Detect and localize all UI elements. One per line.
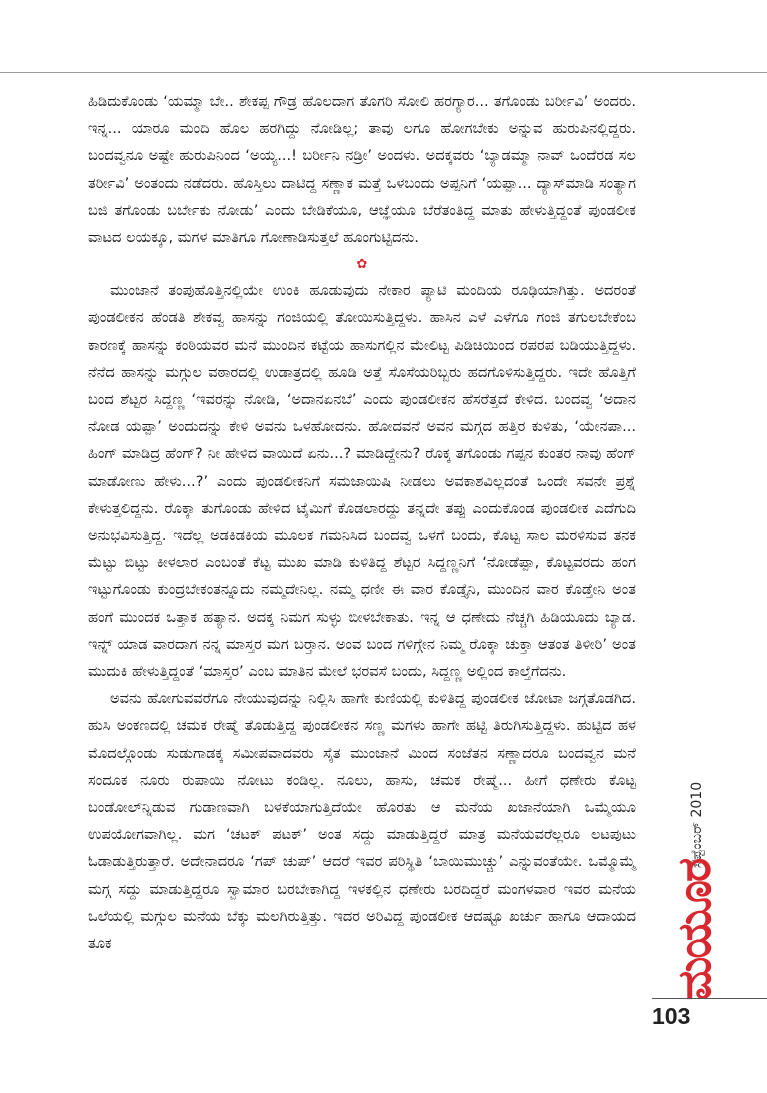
page-number: 103: [652, 1003, 691, 1029]
section-break-ornament: ✿: [356, 257, 368, 273]
paragraph-1: ಹಿಡಿದುಕೊಂಡು ‘ಯಮ್ಮಾ ಬೇ.. ಶೇಕಪ್ಪ ಗೌಡ್ರ ಹೊಲದಾಗ ತೊಗರಿ ಸೋಲಿ ಹರಗ್ಯಾರ... ತಗೊಂಡು ಬರ್ರೀವಿ’ ಅಂದರು. ಇನ್ನ... ಯಾರೂ ಮಂದಿ ಹೊಲ ಹರಗಿದ್ದು ನೋಡಿಲ್ಲ; ತಾವು ಲಗೂ ಹೋಗಬೇಕು ಅನ್ನುವ ಹುರುಪಿನಲ್ಲಿದ್ದರು. ಬಂದವ್ವನೂ ಅಷ್ಟೇ ಹುರುಪಿನಿಂದ ‘ಅಯ್ಯ...! ಬರ್ರೀನಿ ನಡ್ರೀ’ ಅಂದಳು. ಅದಕ್ಕವರು ‘ಬ್ಯಾಡಮ್ಮಾ ನಾವ್ ಒಂದೆರಡ ಸಲ ತರ್ರೀವಿ’ ಅಂತಂದು ನಡೆದರು. ಹೊಸ್ತಿಲು ದಾಟಿದ್ದ ಸಣ್ಣಾಕ ಮತ್ತೆ ಒಳಬಂದು ಅಪ್ಪನಿಗೆ ‘ಯಪ್ಪಾ... ದ್ಯಾಸ್‌ಮಾಡಿ ಸಂತ್ಯಾಗ ಬಜಿ ತಗೊಂಡು ಬರ್ಬೇಕು ನೋಡು’ ಎಂದು ಬೇಡಿಕೆಯೂ, ಆಜ್ಞೆಯೂ ಬೆರೆತಂತಿದ್ದ ಮಾತು ಹೇಳುತ್ತಿದ್ದಂತೆ ಪುಂಡಲೀಕ ವಾಟದ ಲಯಕ್ಕೂ, ಮಗಳ ಮಾತಿಗೂ ಗೋಣಾಡಿಸುತ್ತಲೆ ಹೂಂಗುಟ್ಟಿದನು.: [88, 93, 636, 247]
issue-date: ಸೆಪ್ಟೆಂಬರ್ 2010: [689, 781, 705, 869]
magazine-name: ಮಯೂರ: [667, 859, 721, 1001]
header-rule: [0, 72, 767, 73]
footer-rule: [652, 998, 767, 999]
paragraph-3: ಅವನು ಹೋಗುವವರೆಗೂ ನೇಯುವುದನ್ನು ನಿಲ್ಲಿಸಿ ಹಾಗೇ ಕುಣಿಯಲ್ಲಿ ಕುಳಿತಿದ್ದ ಪುಂಡಲೀಕ ಜೋಟಾ ಜಗ್ಗತೊಡಗಿದ. ಹುಸಿ ಅಂಕಣದಲ್ಲಿ ಚಮಕ ರೇಷ್ಮೆ ತೊಡುತ್ತಿದ್ದ ಪುಂಡಲೀಕನ ಸಣ್ಣ ಮಗಳು ಹಾಗೇ ಹಟ್ಟಿ ತಿರುಗಿಸುತ್ತಿದ್ದಳು. ಹುಟ್ಟಿದ ಹಳ ಮೊದಲ್ಗೊಂಡು ಸುಡುಗಾಡಕ್ಕ ಸಮೀಪವಾದವರು ಸೈತ ಮುಂಜಾನೆ ಮಿಂದ ಸಂಜೆತನ ಸಣ್ಣಾದರೂ ಬಂದವ್ವನ ಮನೆ ಸಂದೂಕ ನೂರು ರುಪಾಯಿ ನೋಟು ಕಂಡಿಲ್ಲ. ನೂಲು, ಹಾಸು, ಚಮಕ ರೇಷ್ಮೆ... ಹೀಗೆ ಧಣೇರು ಕೊಟ್ಟ ಬಂಡೋಲ್‌ನ್ನಿಡುವ ಗುಡಾಣವಾಗಿ ಬಳಕೆಯಾಗುತ್ತಿದೆಯೇ ಹೊರತು ಆ ಮನೆಯ ಖಜಾನೆಯಾಗಿ ಒಮ್ಮೆಯೂ ಉಪಯೋಗವಾಗಿಲ್ಲ. ಮಗ ‘ಚಟಕ್ ಪಟಕ್’ ಅಂತ ಸದ್ದು ಮಾಡುತ್ತಿದ್ದರೆ ಮಾತ್ರ ಮನೆಯವರೆಲ್ಲರೂ ಲಟಪುಟು ಓಡಾಡುತ್ತಿರುತ್ತಾರೆ. ಅದೇನಾದರೂ ‘ಗಪ್ ಚುಪ್’ ಆದರೆ ಇವರ ಪರಿಸ್ಥಿತಿ ‘ಬಾಯಿಮುಚ್ಚು’ ಎನ್ನುವಂತೆಯೇ. ಒಮ್ಮೊಮ್ಮೆ ಮಗ್ಗ ಸದ್ದು ಮಾಡುತ್ತಿದ್ದರೂ ಸ್ವಾಮಾರ ಬರಬೇಕಾಗಿದ್ದ ಇಳಕಲ್ಲಿನ ಧಣೇರು ಬರದಿದ್ದರೆ ಮಂಗಳವಾರ ಇವರ ಮನೆಯ ಒಲೆಯಲ್ಲಿ ಮಗ್ಗುಲ ಮನೆಯ ಬೆಕ್ಕು ಮಲಗಿರುತ್ತಿತ್ತು. ಇದರ ಅರಿವಿದ್ದ ಪುಂಡಲೀಕ ಆದಷ್ಟೂ ಖರ್ಚು ಹಾಗೂ ಆದಾಯದ ತೂಕ: [88, 690, 636, 953]
paragraph-2: ಮುಂಜಾನೆ ತಂಪುಹೊತ್ತಿನಲ್ಲಿಯೇ ಉಂಕಿ ಹೂಡುವುದು ನೇಕಾರ ಪ್ಯಾಟಿ ಮಂದಿಯ ರೂಢಿಯಾಗಿತ್ತು. ಅದರಂತೆ ಪುಂಡಲೀಕನ ಹೆಂಡತಿ ಶೇಕವ್ವ ಹಾಸನ್ನು ಗಂಜಿಯಲ್ಲಿ ತೋಯಿಸುತ್ತಿದ್ದಳು. ಹಾಸಿನ ಎಳೆ ಎಳೆಗೂ ಗಂಜಿ ತಗುಲಬೇಕೆಂಬ ಕಾರಣಕ್ಕೆ ಹಾಸನ್ನು ಕಂಠಿಯವರ ಮನೆ ಮುಂದಿನ ಕಟ್ಟೆಯ ಹಾಸುಗಲ್ಲಿನ ಮೇಲಿಟ್ಟ ಪಿಡಿಚಿಯಿಂದ ರಪರಪ ಬಡಿಯುತ್ತಿದ್ದಳು. ನೆನೆದ ಹಾಸನ್ನು ಮಗ್ಗುಲ ವಠಾರದಲ್ಲಿ ಉಡಾತ್ರದಲ್ಲಿ ಹೂಡಿ ಅತ್ತೆ ಸೊಸೆಯರಿಬ್ಬರು ಹದಗೊಳಿಸುತ್ತಿದ್ದರು. ಇದೇ ಹೊತ್ತಿಗೆ ಬಂದ ಶೆಟ್ಟರ ಸಿದ್ದಣ್ಣ ‘ಇವರನ್ನು ನೋಡಿ, ‘ಅದಾನಏನಬೆ’ ಎಂದು ಪುಂಡಲೀಕನ ಹೆಸರೆತ್ತದೆ ಕೇಳಿದ. ಬಂದವ್ವ ‘ಅದಾನ ನೋಡ ಯಪ್ಪಾ’ ಅಂದುದನ್ನು ಕೇಳಿ ಅವನು ಒಳಹೋದನು. ಹೋದವನೆ ಅವನ ಮಗ್ಗದ ಹತ್ತಿರ ಕುಳಿತು, ‘ಯೇನಪಾ... ಹಿಂಗ್ ಮಾಡಿದ್ರ ಹೆಂಗ್? ನೀ ಹೇಳಿದ ವಾಯಿದೆ ಏನು...? ಮಾಡಿದ್ದೇನು? ರೊಕ್ಕ ತಗೊಂಡು ಗಪ್ಪನ ಕುಂತರ ನಾವು ಹೆಂಗ್ ಮಾಡೋಣು ಹೇಳು...?’ ಎಂದು ಪುಂಡಲೀಕನಿಗೆ ಸಮಜಾಯಿಷಿ ನೀಡಲು ಅವಕಾಶವಿಲ್ಲದಂತೆ ಒಂದೇ ಸವನೇ ಪ್ರಶ್ನೆ ಕೇಳುತ್ತಲಿದ್ದನು. ರೊಕ್ಕಾ ತುಗೊಂಡು ಹೇಳಿದ ಟೈಮಿಗೆ ಕೊಡಲಾರದ್ದು ತನ್ನದೇ ತಪ್ಪು ಎಂದುಕೊಂಡ ಪುಂಡಲೀಕ ಎದೆಗುದಿ ಅನುಭವಿಸುತ್ತಿದ್ದ. ಇದೆಲ್ಲ ಅಡಕಿಡಕಿಯ ಮೂಲಕ ಗಮನಿಸಿದ ಬಂದವ್ವ ಒಳಗೆ ಬಂದು, ಕೊಟ್ಟ ಸಾಲ ಮರಳಿಸುವ ತನಕ ಮೆಟ್ಟು ಬಿಟ್ಟು ಕೀಳಲಾರ ಎಂಬಂತೆ ಕೆಟ್ಟ ಮುಖ ಮಾಡಿ ಕುಳಿತಿದ್ದ ಶೆಟ್ಟರ ಸಿದ್ದಣ್ಣನಿಗೆ ‘ನೋಡೆಪ್ಪಾ, ಕೊಟ್ಟವರದು ಹಂಗ ಇಟ್ಟುಗೊಂಡು ಕುಂದ್ರಬೇಕಂತನ್ನೂದು ನಮ್ಮದೇನಿಲ್ಲ. ನಮ್ಮ ಧಣೀ ಈ ವಾರ ಕೊಡ್ತೈನಿ, ಮುಂದಿನ ವಾರ ಕೊಡ್ತೇನಿ ಅಂತ ಹಂಗೆ ಮುಂದಕ ಒತ್ತಾಕ ಹತ್ಯಾನ. ಅದಕ್ಕ ನಿಮಗ ಸುಳ್ಳು ಬೀಳಬೇಕಾತು. ಇನ್ನ ಆ ಧಣೇದು ನೆಚ್ಚಗಿ ಹಿಡಿಯೂದು ಬ್ಯಾಡ. ಇನ್ನ್ ಯಾಡ ವಾರದಾಗ ನನ್ನ ಮಾಸ್ತರ ಮಗ ಬರ್‍ತಾನ. ಅಂವ ಬಂದ ಗಳಿಗ್ಗೇನ ನಿಮ್ಮ ರೊಕ್ಕಾ ಚುಕ್ತಾ ಆತಂತ ತಿಳೀರಿ’ ಅಂತ ಮುದುಕಿ ಹೇಳುತ್ತಿದ್ದಂತೆ ‘ಮಾಸ್ತರ’ ಎಂಬ ಮಾತಿನ ಮೇಲೆ ಭರವಸೆ ಬಂದು, ಸಿದ್ದಣ್ಣ ಅಲ್ಲಿಂದ ಕಾಲ್ತೆಗೆದನು.: [88, 282, 636, 681]
magazine-logo: [664, 859, 726, 1001]
article-body: [88, 88, 636, 957]
